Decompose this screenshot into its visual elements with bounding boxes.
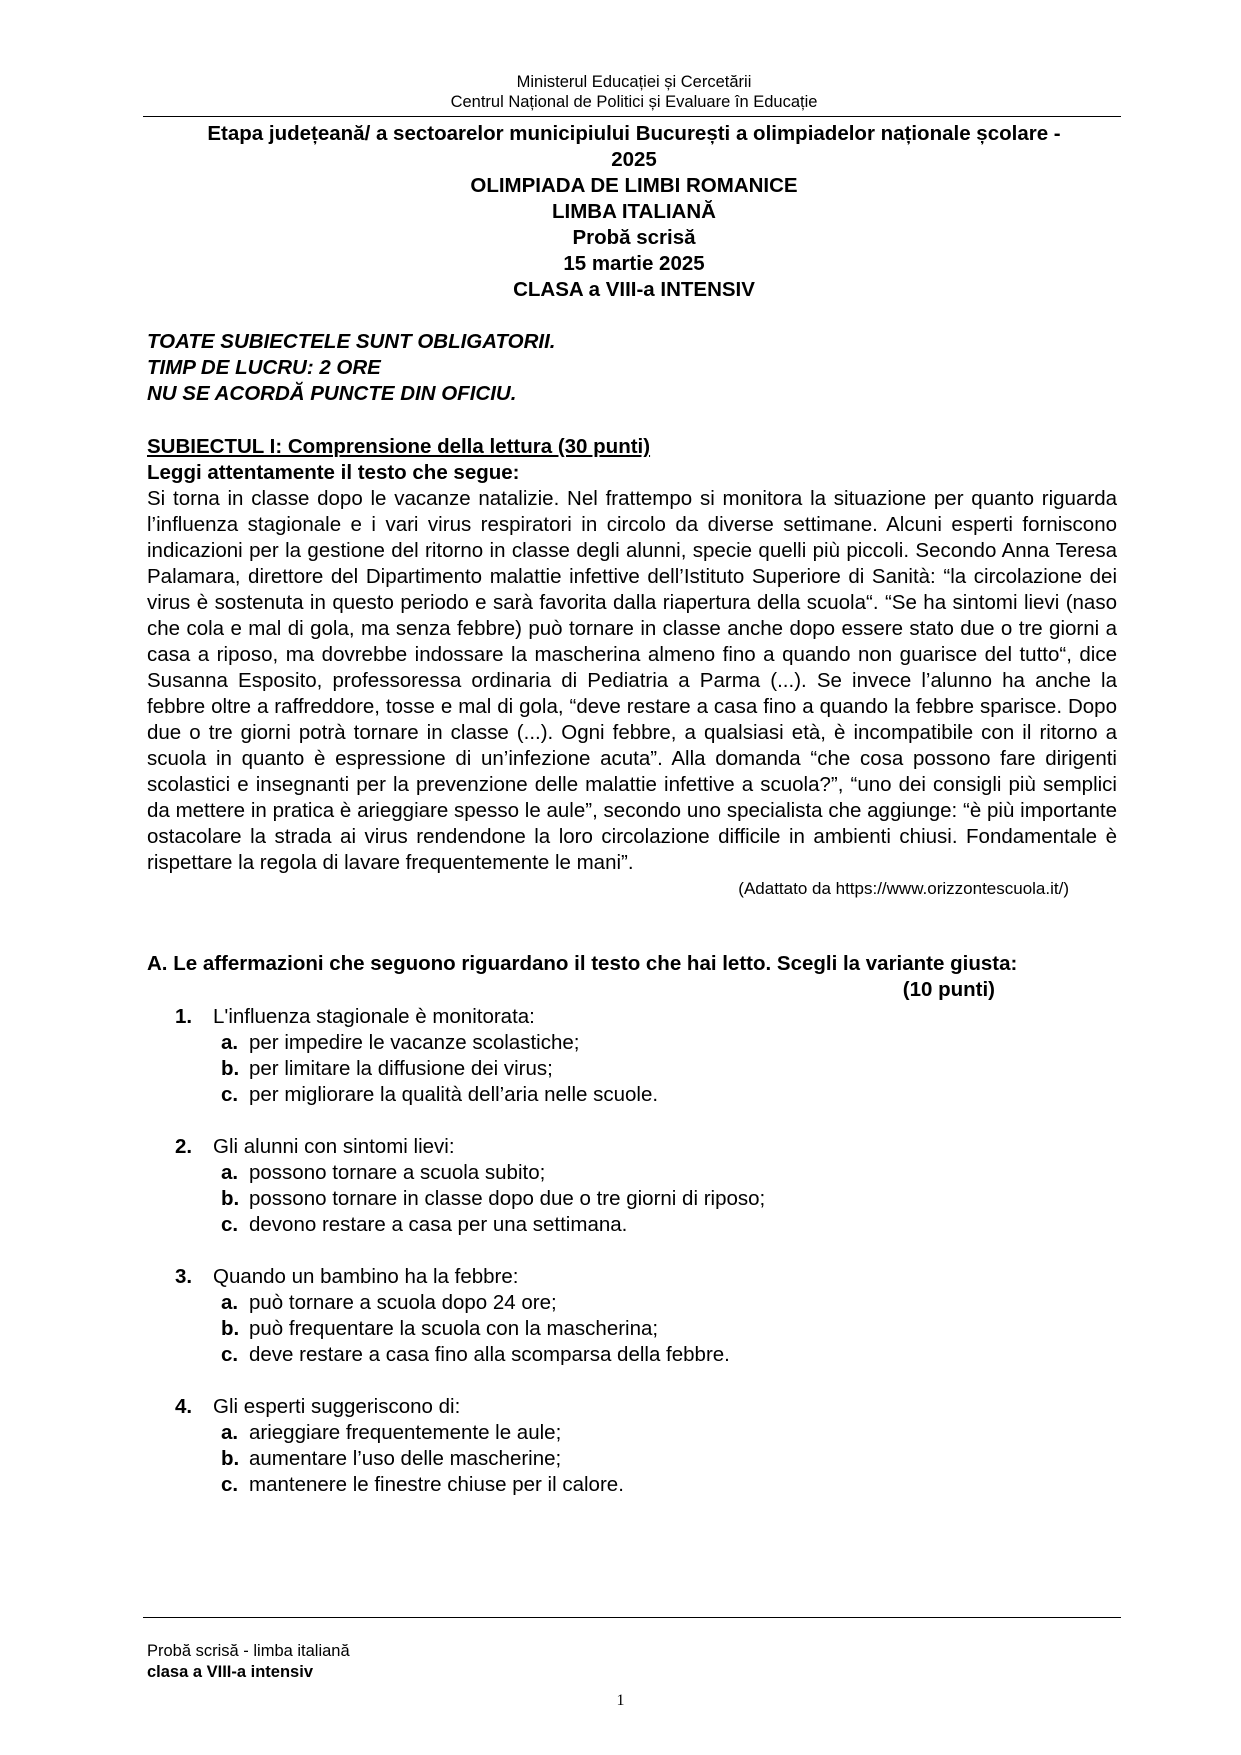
task-a-instruction: A. Le affermazioni che seguono riguardano il testo che hai letto. Scegli la variante giusta: [147, 952, 1018, 975]
footer-test-label: Probă scrisă - limba italiană [147, 1642, 350, 1660]
ministry-name: Ministerul Educației și Cercetării [516, 73, 752, 91]
task-a [147, 951, 1117, 1003]
question-item [175, 1004, 765, 1108]
answer-option [175, 1082, 765, 1108]
option-text: per limitare la diffusione dei virus; [249, 1057, 553, 1080]
question-stem: Gli alunni con sintomi lievi: [213, 1135, 455, 1158]
answer-option [175, 1342, 765, 1368]
question-number: 1. [175, 1005, 193, 1028]
answer-option [175, 1316, 765, 1342]
answer-option [175, 1030, 765, 1056]
rule-line: TIMP DE LUCRU: 2 ORE [147, 356, 381, 379]
answer-option [175, 1290, 765, 1316]
language-title: LIMBA ITALIANĂ [552, 200, 716, 223]
option-letter: c. [221, 1083, 239, 1106]
question-stem: Quando un bambino ha la febbre: [213, 1265, 519, 1288]
footer [147, 1641, 350, 1683]
answer-option [175, 1420, 765, 1446]
task-a-points: (10 punti) [902, 978, 995, 1001]
option-text: mantenere le finestre chiuse per il calore. [249, 1473, 624, 1496]
section-reading [147, 434, 1117, 900]
option-text: possono tornare in classe dopo due o tre giorni di riposo; [249, 1187, 766, 1210]
answer-option [175, 1160, 765, 1186]
header-divider [143, 116, 1121, 117]
question-stem: L'influenza stagionale è monitorata: [213, 1005, 535, 1028]
answer-option [175, 1446, 765, 1472]
option-text: può frequentare la scuola con la mascherina; [249, 1317, 659, 1340]
option-letter: b. [221, 1447, 240, 1470]
option-letter: b. [221, 1187, 240, 1210]
option-text: per migliorare la qualità dell’aria nelle scuole. [249, 1083, 659, 1106]
grade-title: CLASA a VIII-a INTENSIV [513, 278, 755, 301]
rule-line: TOATE SUBIECTELE SUNT OBLIGATORII. [147, 330, 556, 353]
section-title: SUBIECTUL I: Comprensione della lettura (30 punti) [147, 435, 651, 458]
olympiad-title: OLIMPIADA DE LIMBI ROMANICE [470, 174, 798, 197]
question-number: 3. [175, 1265, 193, 1288]
question-item [175, 1394, 765, 1498]
footer-divider [143, 1617, 1121, 1618]
header [147, 72, 1121, 112]
option-text: possono tornare a scuola subito; [249, 1161, 546, 1184]
stage-title: Etapa județeană/ a sectoarelor municipiului București a olimpiadelor naționale școlare - [207, 122, 1061, 145]
answer-option [175, 1186, 765, 1212]
option-letter: c. [221, 1473, 239, 1496]
question-number: 2. [175, 1135, 193, 1158]
rule-line: NU SE ACORDĂ PUNCTE DIN OFICIU. [147, 382, 517, 405]
option-letter: a. [221, 1291, 239, 1314]
option-letter: a. [221, 1031, 239, 1054]
question-number: 4. [175, 1395, 193, 1418]
title-block [147, 121, 1121, 303]
question-stem: Gli esperti suggeriscono di: [213, 1395, 461, 1418]
option-letter: a. [221, 1161, 239, 1184]
option-letter: a. [221, 1421, 239, 1444]
center-name: Centrul Național de Politici și Evaluare în Educație [450, 93, 818, 111]
answer-option [175, 1056, 765, 1082]
option-letter: b. [221, 1057, 240, 1080]
reading-passage: Si torna in classe dopo le vacanze natalizie. Nel frattempo si monitora la situazione per quanto riguarda l’influenza stagionale e i vari virus respiratori in circolo da diverse settimane. Alcuni esperti forniscono indicazioni per la gestione del ritorno in classe degli alunni, specie quelli più piccoli. Secondo Anna Teresa Palamara, direttore del Dipartimento malattie infettive dell’Istituto Superiore di Sanità: “la circolazione dei virus è sostenuta in questo periodo e sarà favorita dalla riapertura della scuola“. “Se ha sintomi lievi (naso che cola e mal di gola, ma senza febbre) può tornare in classe anche dopo essere stato due o tre giorni a casa a riposo, ma dovrebbe indossare la mascherina almeno fino a quando non guarisce del tutto“, dice Susanna Esposito, professoressa ordinaria di Pediatria a Parma (...). Se invece l’alunno ha anche la febbre oltre a raffreddore, tosse e mal di gola, “deve restare a casa fino a quando la febbre sparisce. Dopo due o tre giorni potrà tornare in classe (...). Ogni febbre, a qualsiasi età, è incompatibile con il ritorno a scuola in quanto è espressione di un’infezione acuta”. Alla domanda “che cosa possono fare dirigenti scolastici e insegnanti per la prevenzione delle malattie infettive a scuola?”, “uno dei consigli più semplici da mettere in pratica è arieggiare spesso le aule”, secondo uno specialista che aggiunge: “è più importante ostacolare la strada ai virus rendendone la loro circolazione difficile in ambienti chiusi. Fondamentale è rispettare la regola di lavare frequentemente le mani”. [147, 487, 1117, 874]
question-list [175, 1004, 765, 1524]
answer-option [175, 1212, 765, 1238]
exam-rules [147, 329, 556, 407]
option-letter: b. [221, 1317, 240, 1340]
footer-class-label: clasa a VIII-a intensiv [147, 1663, 313, 1681]
option-text: può tornare a scuola dopo 24 ore; [249, 1291, 557, 1314]
option-text: deve restare a casa fino alla scomparsa della febbre. [249, 1343, 730, 1366]
option-text: aumentare l’uso delle mascherine; [249, 1447, 562, 1470]
option-letter: c. [221, 1213, 239, 1236]
option-letter: c. [221, 1343, 239, 1366]
option-text: per impedire le vacanze scolastiche; [249, 1031, 580, 1054]
question-item [175, 1134, 765, 1238]
passage-source: (Adattato da https://www.orizzontescuola.it/) [738, 879, 1069, 898]
exam-date: 15 martie 2025 [563, 252, 705, 275]
option-text: arieggiare frequentemente le aule; [249, 1421, 562, 1444]
reading-instruction: Leggi attentamente il testo che segue: [147, 461, 520, 484]
test-type: Probă scrisă [572, 226, 696, 249]
stage-year: 2025 [611, 148, 657, 171]
page-number: 1 [616, 1692, 625, 1709]
option-text: devono restare a casa per una settimana. [249, 1213, 628, 1236]
question-item [175, 1264, 765, 1368]
answer-option [175, 1472, 765, 1498]
